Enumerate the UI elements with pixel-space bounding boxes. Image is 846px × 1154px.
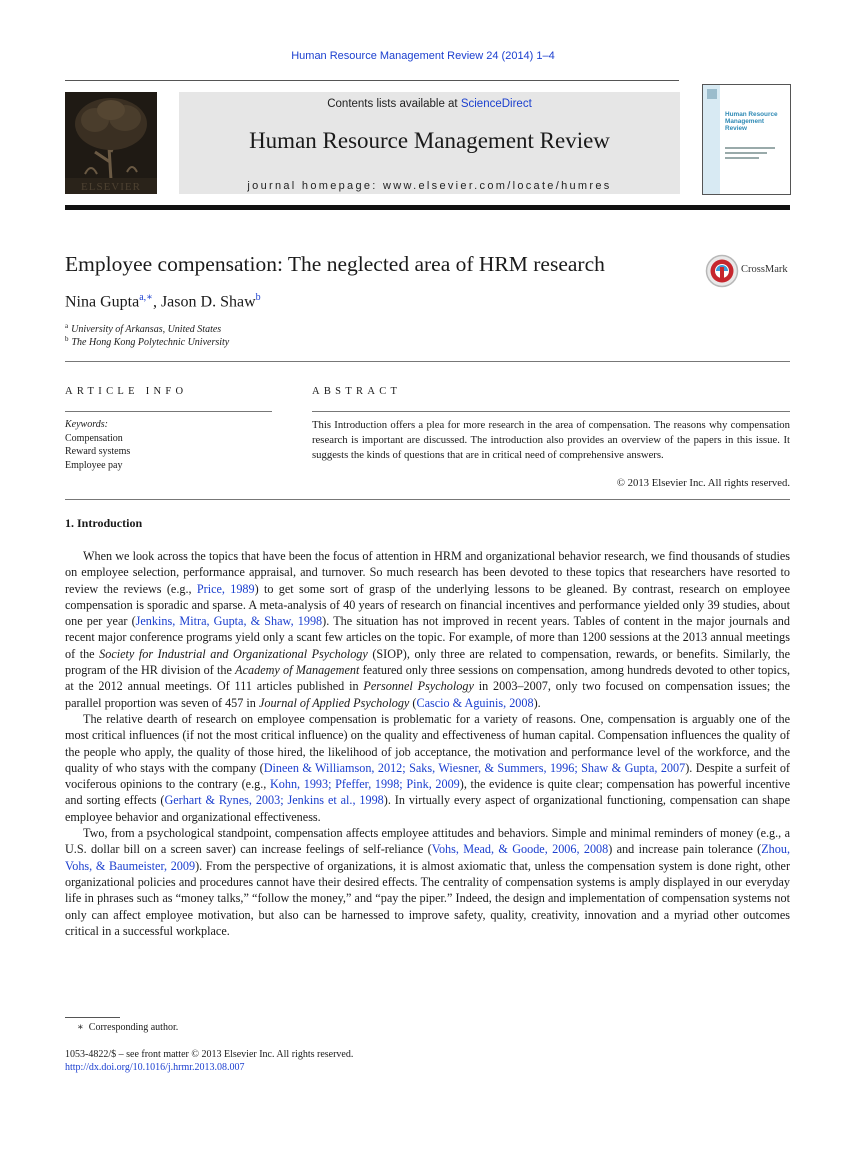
contents-prefix: Contents lists available at	[327, 98, 461, 110]
citation-link[interactable]: Kohn, 1993; Pfeffer, 1998; Pink, 2009	[269, 777, 460, 792]
section-heading: 1. Introduction	[65, 516, 143, 530]
body-text-run: ). In virtually every aspect of organizational functioning, compensation can shape employee behavior and organizational effectiveness.	[65, 793, 790, 824]
citation-link[interactable]: Dineen & Williamson, 2012; Saks, Wiesner, & Summers, 1996; Shaw & Gupta, 2007	[263, 760, 686, 775]
corresponding-author-footnote	[77, 1022, 178, 1033]
cover-text-line	[725, 152, 767, 154]
affiliation-text: The Hong Kong Polytechnic University	[71, 337, 230, 348]
cover-text-line	[725, 157, 759, 159]
abstract-end-rule	[65, 499, 790, 500]
italic-text: Personnel Psychology	[363, 679, 474, 694]
body-paragraph	[65, 825, 790, 939]
body-text-run: featured only three sessions on compensation, among hundreds devoted to other topics, at the 2012 annual meetings. Of 111 articles published in	[65, 663, 790, 694]
author-name: Jason D. Shaw	[160, 293, 256, 311]
top-rule	[65, 80, 679, 81]
affiliation-text: University of Arkansas, United States	[71, 324, 222, 335]
crossmark-label: CrossMark	[741, 264, 788, 275]
author-affiliation-marker[interactable]: a,∗	[139, 292, 153, 303]
cover-stripe	[703, 85, 720, 194]
journal-cover	[702, 84, 791, 195]
abstract-heading: ABSTRACT	[312, 386, 402, 397]
citation-link[interactable]: Price, 1989	[196, 581, 255, 596]
body-text-run: The relative dearth of research on employee compensation is problematic for a variety of reasons. One, compensation is arguably one of the most critical influences (if not the most critical influence) on the quality and effectiveness of human capital. Compensation influences the quality of the people who apply, the quality of those hired, the likelihood of job acceptance, the motivation and performance level of the workforce, and the quality of who stays with the company (	[65, 711, 790, 775]
crossmark-icon	[705, 254, 739, 288]
author-name: Nina Gupta	[65, 293, 140, 311]
keywords-label: Keywords:	[65, 419, 108, 430]
journal-banner	[179, 92, 680, 194]
journal-name: Human Resource Management Review	[249, 128, 610, 153]
title-rule	[65, 361, 790, 362]
running-head[interactable]: Human Resource Management Review 24 (2014) 1–4	[291, 50, 555, 62]
abstract-copyright: © 2013 Elsevier Inc. All rights reserved.	[616, 477, 790, 489]
cover-text-line	[725, 147, 775, 149]
body-paragraph	[65, 548, 790, 711]
affiliation-mark: b	[65, 335, 69, 343]
body-text-run: ). Despite a surfeit of vociferous opinions to the contrary (e.g.,	[65, 760, 790, 792]
cover-title: Human Resource Management Review	[725, 111, 778, 133]
citation-link[interactable]: Zhou, Vohs, & Baumeister, 2009	[65, 842, 790, 873]
introduction-body	[65, 548, 790, 939]
elsevier-tree-logo-icon	[65, 92, 157, 194]
body-text-run: (	[409, 695, 417, 710]
body-text-run: ), the evidence is quite clear; compensation has powerful incentive and sorting effects (	[65, 777, 790, 808]
elsevier-logo	[65, 92, 157, 194]
italic-text: Society for Industrial and Organizational Psychology	[99, 646, 368, 661]
doi-link[interactable]: http://dx.doi.org/10.1016/j.hrmr.2013.08.007	[65, 1062, 245, 1073]
body-text-run: ). The situation has not improved in recent years. Tables of content in the major journals and recent major conference programs yield only a scant few articles on the topic. For example, of more than 1200 sessions at the 2013 annual meetings of the	[65, 614, 790, 661]
keyword: Employee pay	[65, 459, 123, 471]
citation-link[interactable]: Jenkins, Mitra, Gupta, & Shaw, 1998	[135, 614, 323, 629]
masthead-rule	[65, 205, 790, 210]
front-matter-line: 1053-4822/$ – see front matter © 2013 Elsevier Inc. All rights reserved.	[65, 1049, 354, 1060]
body-text-run: in 2003–2007, only two focused on compensation issues; the parallel proportion was seven of 457 in	[65, 679, 791, 710]
affiliation-mark: a	[65, 322, 69, 330]
body-text-run: ).	[533, 695, 541, 710]
body-text-run: When we look across the topics that have been the focus of attention in HRM and organizational behavior research, we find thousands of studies on employee selection, performance appraisal, and turnover. So much research has been devoted to these topics that researchers have resorted to review the reviews (e.g.,	[65, 549, 790, 596]
keywords-block	[65, 418, 130, 472]
abstract-rule	[312, 411, 790, 412]
citation-link[interactable]: Cascio & Aguinis, 2008	[416, 695, 534, 710]
keyword: Compensation	[65, 432, 123, 444]
abstract-text: This Introduction offers a plea for more research in the area of compensation. The reasons why compensation research is important are discussed. The introduction also provides an overview of the papers in this issue. It suggests the kinds of questions that are in critical need of comprehensive answers.	[312, 419, 790, 461]
article-info-rule	[65, 411, 272, 412]
affiliation	[65, 335, 229, 348]
author-separator: ,	[152, 293, 161, 311]
svg-text:ELSEVIER: ELSEVIER	[81, 181, 141, 193]
author-list	[65, 292, 261, 311]
sciencedirect-link[interactable]: ScienceDirect	[460, 98, 532, 110]
footnote-text: Corresponding author.	[88, 1022, 179, 1033]
affiliation	[65, 322, 221, 335]
crossmark-badge[interactable]	[705, 254, 791, 288]
cover-emblem-icon	[707, 89, 717, 99]
body-text-run: ) to get some sort of grasp of the underlying lessons to be gleaned. By contrast, research on employee compensation is sporadic and sparse. A meta-analysis of 40 years of research on financial incentives and performance yielded only 39 studies, about one per year (	[65, 581, 790, 629]
citation-link[interactable]: Vohs, Mead, & Goode, 2006, 2008	[431, 842, 609, 857]
keyword: Reward systems	[65, 446, 131, 457]
article-info-heading: ARTICLE INFO	[65, 386, 188, 397]
footnote-mark: ∗	[77, 1022, 84, 1033]
italic-text: Academy of Management	[235, 663, 360, 678]
contents-line	[179, 98, 680, 110]
body-paragraph	[65, 711, 790, 825]
body-text-run: ). From the perspective of organizations, it is almost axiomatic that, unless the compensation system is done right, other organizational policies and procedures cannot have their desired effects. The centrality of compensation systems is amply displayed in our everyday life in phrases such as “money talks,” “follow the money,” and “pay the piper.” Indeed, the design and implementation of compensation systems not only can affect employee motivation, but also can be harnessed to improve safety, quality, creativity, innovation and a myriad other outcomes critical in a successful workplace.	[65, 858, 791, 938]
journal-homepage[interactable]: journal homepage: www.elsevier.com/locate/humres	[247, 180, 612, 192]
body-text-run: ) and increase pain tolerance (	[608, 842, 762, 857]
italic-text: Journal of Applied Psychology	[258, 695, 410, 710]
citation-link[interactable]: Gerhart & Rynes, 2003; Jenkins et al., 1998	[164, 793, 384, 808]
body-text-run: (SIOP), only three are related to compensation, rewards, or benefits. Similarly, the program of the HR division of the	[65, 646, 791, 678]
author-affiliation-marker[interactable]: b	[255, 292, 261, 303]
body-text-run: Two, from a psychological standpoint, compensation affects employee attitudes and behaviors. Simple and minimal reminders of money (e.g., a U.S. dollar bill on a screen saver) can increase feelings of self-reliance (	[65, 826, 790, 857]
footnote-rule	[65, 1017, 120, 1018]
article-title: Employee compensation: The neglected area of HRM research	[65, 252, 605, 276]
